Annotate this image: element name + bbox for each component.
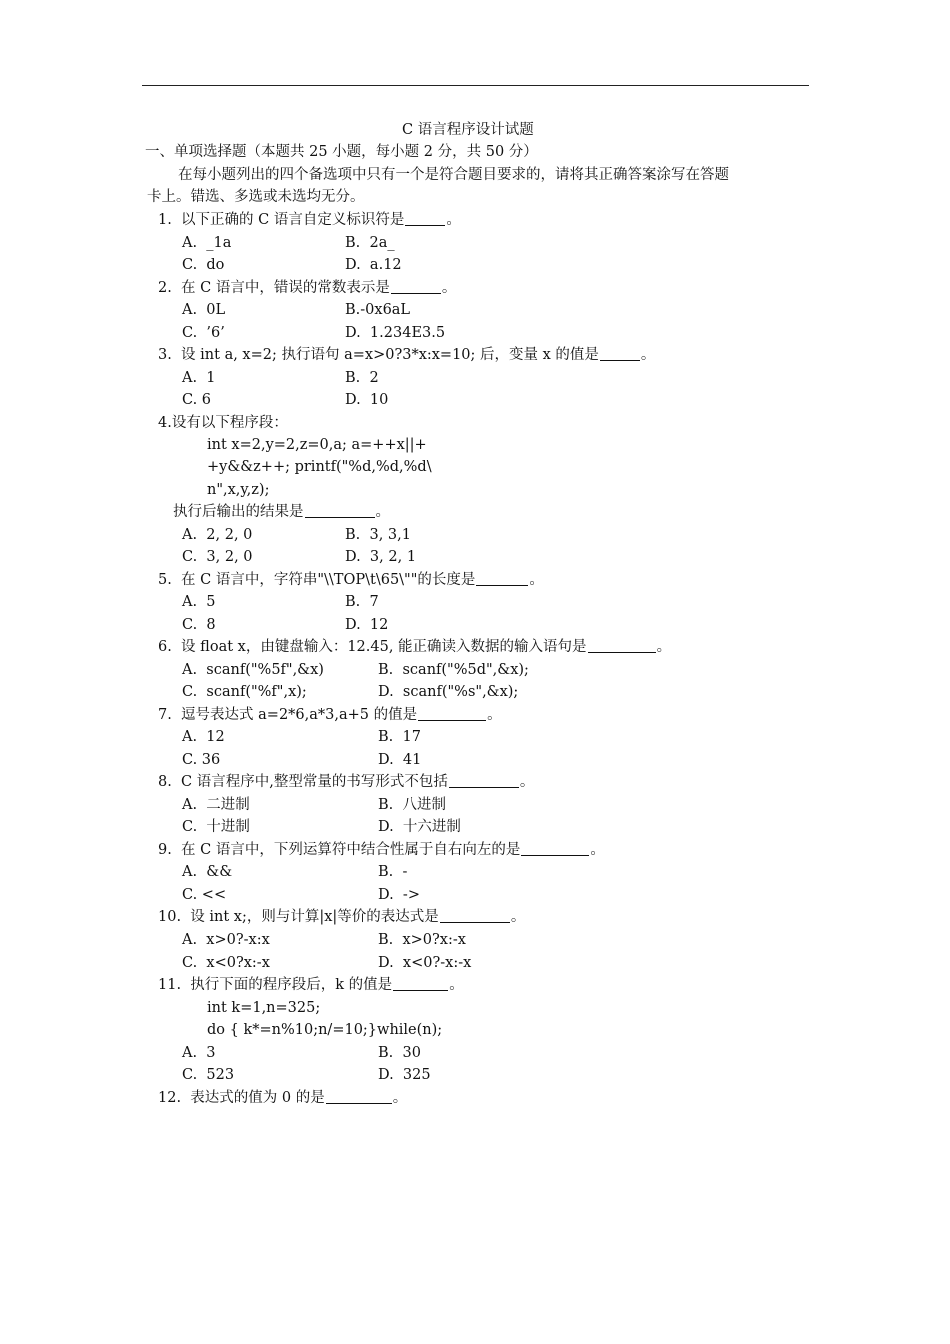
question-end: 。 xyxy=(449,977,464,993)
instructions-line-2: 卡上。错选、多选或未选均无分。 xyxy=(147,189,365,205)
question-text: 3. 设 int a, x=2; 执行语句 a=x>0?3*x:x=10; 后，变量 x 的值是 xyxy=(158,347,599,363)
question-10-option-a: A. x>0?-x:x xyxy=(182,932,270,948)
question-7-option-b: B. 17 xyxy=(378,729,421,745)
question-7-option-c: C. 36 xyxy=(182,752,221,768)
question-4-code-line-2: +y&&z++; printf("%d,%d,%d\ xyxy=(207,459,432,475)
question-5-option-c: C. 8 xyxy=(182,617,216,633)
answer-blank xyxy=(418,706,486,721)
question-2-option-d: D. 1.234E3.5 xyxy=(345,325,446,341)
question-2-option-b: B.-0x6aL xyxy=(345,302,411,318)
question-3-option-c: C. 6 xyxy=(182,392,212,408)
header-rule xyxy=(142,85,809,86)
question-end: 。 xyxy=(375,504,390,520)
question-9-option-c: C. << xyxy=(182,887,227,903)
question-11-option-b: B. 30 xyxy=(378,1045,421,1061)
question-end: 。 xyxy=(519,774,535,790)
question-end: 。 xyxy=(392,1090,408,1106)
question-7-stem xyxy=(158,705,502,725)
question-4-code-line-3: n",x,y,z); xyxy=(207,482,270,498)
question-text: 执行后输出的结果是 xyxy=(173,504,304,520)
question-1-option-a: A. _1a xyxy=(182,235,232,251)
answer-blank xyxy=(440,908,510,923)
question-10-option-d: D. x<0?-x:-x xyxy=(378,955,472,971)
question-11-code-line-1: int k=1,n=325; xyxy=(207,1000,321,1016)
answer-blank xyxy=(588,638,656,653)
question-2-stem xyxy=(158,278,456,298)
question-11-stem xyxy=(158,975,464,995)
question-8-option-c: C. 十进制 xyxy=(182,819,250,835)
question-9-option-b: B. - xyxy=(378,864,408,880)
question-8-stem xyxy=(158,772,534,792)
answer-blank xyxy=(600,346,640,361)
question-9-option-a: A. && xyxy=(182,864,233,880)
instructions-line-1: 在每小题列出的四个备选项中只有一个是符合题目要求的，请将其正确答案涂写在答题 xyxy=(178,167,729,183)
question-end: 。 xyxy=(510,909,526,925)
question-5-stem xyxy=(158,570,544,590)
question-8-option-b: B. 八进制 xyxy=(378,797,446,813)
question-end: 。 xyxy=(529,572,544,588)
question-end: 。 xyxy=(441,280,457,296)
question-8-option-d: D. 十六进制 xyxy=(378,819,461,835)
question-text: 12. 表达式的值为 0 的是 xyxy=(158,1090,325,1106)
answer-blank xyxy=(393,976,448,991)
question-6-option-c: C. scanf("%f",x); xyxy=(182,684,307,700)
question-6-option-a: A. scanf("%5f",&x) xyxy=(182,662,324,678)
question-11-option-c: C. 523 xyxy=(182,1067,235,1083)
question-3-option-a: A. 1 xyxy=(182,370,216,386)
question-10-option-b: B. x>0?x:-x xyxy=(378,932,466,948)
question-1-option-b: B. 2a_ xyxy=(345,235,395,251)
question-4-stem: 4.设有以下程序段： xyxy=(158,415,288,431)
question-3-option-b: B. 2 xyxy=(345,370,379,386)
question-text: 10. 设 int x;，则与计算|x|等价的表达式是 xyxy=(158,909,439,925)
answer-blank xyxy=(405,211,445,226)
question-6-option-d: D. scanf("%s",&x); xyxy=(378,684,519,700)
question-text: 1. 以下正确的 C 语言自定义标识符是 xyxy=(158,212,405,228)
question-7-option-d: D. 41 xyxy=(378,752,422,768)
answer-blank xyxy=(476,571,528,586)
question-text: 5. 在 C 语言中，字符串"\\TOP\t\65\""的长度是 xyxy=(158,572,476,588)
question-6-stem xyxy=(158,637,671,657)
question-11-option-d: D. 325 xyxy=(378,1067,431,1083)
question-4-prompt xyxy=(173,502,390,522)
answer-blank xyxy=(391,279,441,294)
question-5-option-a: A. 5 xyxy=(182,594,216,610)
question-4-option-b: B. 3, 3,1 xyxy=(345,527,411,543)
answer-blank xyxy=(326,1089,392,1104)
question-5-option-b: B. 7 xyxy=(345,594,379,610)
question-text: 11. 执行下面的程序段后，k 的值是 xyxy=(158,977,393,993)
question-4-option-d: D. 3, 2, 1 xyxy=(345,549,417,565)
question-1-option-c: C. do xyxy=(182,257,225,273)
question-text: 9. 在 C 语言中，下列运算符中结合性属于自右向左的是 xyxy=(158,842,521,858)
question-10-stem xyxy=(158,907,525,927)
question-3-stem xyxy=(158,345,655,365)
question-1-stem xyxy=(158,210,461,230)
question-text: 7. 逗号表达式 a=2*6,a*3,a+5 的值是 xyxy=(158,707,418,723)
question-text: 8. C 语言程序中,整型常量的书写形式不包括 xyxy=(158,774,448,790)
page-title: C 语言程序设计试题 xyxy=(402,122,534,138)
question-4-code-line-1: int x=2,y=2,z=0,a; a=++x||+ xyxy=(207,437,427,453)
question-11-option-a: A. 3 xyxy=(182,1045,216,1061)
question-1-option-d: D. a.12 xyxy=(345,257,402,273)
question-5-option-d: D. 12 xyxy=(345,617,389,633)
question-8-option-a: A. 二进制 xyxy=(182,797,250,813)
question-3-option-d: D. 10 xyxy=(345,392,389,408)
question-2-option-c: C. ’6’ xyxy=(182,325,225,341)
question-6-option-b: B. scanf("%5d",&x); xyxy=(378,662,529,678)
question-9-option-d: D. -> xyxy=(378,887,420,903)
question-10-option-c: C. x<0?x:-x xyxy=(182,955,270,971)
question-end: 。 xyxy=(487,707,502,723)
answer-blank xyxy=(449,773,519,788)
answer-blank xyxy=(521,841,589,856)
question-12-stem xyxy=(158,1088,407,1108)
question-end: 。 xyxy=(656,639,672,655)
question-7-option-a: A. 12 xyxy=(182,729,225,745)
question-end: 。 xyxy=(640,347,656,363)
question-4-option-c: C. 3, 2, 0 xyxy=(182,549,253,565)
question-end: 。 xyxy=(446,212,461,228)
answer-blank xyxy=(305,503,375,518)
question-9-stem xyxy=(158,840,605,860)
question-11-code-line-2: do { k*=n%10;n/=10;}while(n); xyxy=(207,1022,443,1038)
section-heading: 一、单项选择题（本题共 25 小题，每小题 2 分，共 50 分） xyxy=(145,144,538,160)
question-4-option-a: A. 2, 2, 0 xyxy=(182,527,253,543)
question-end: 。 xyxy=(590,842,605,858)
question-text: 2. 在 C 语言中，错误的常数表示是 xyxy=(158,280,390,296)
question-text: 6. 设 float x，由键盘输入：12.45, 能正确读入数据的输入语句是 xyxy=(158,639,587,655)
question-2-option-a: A. 0L xyxy=(182,302,226,318)
